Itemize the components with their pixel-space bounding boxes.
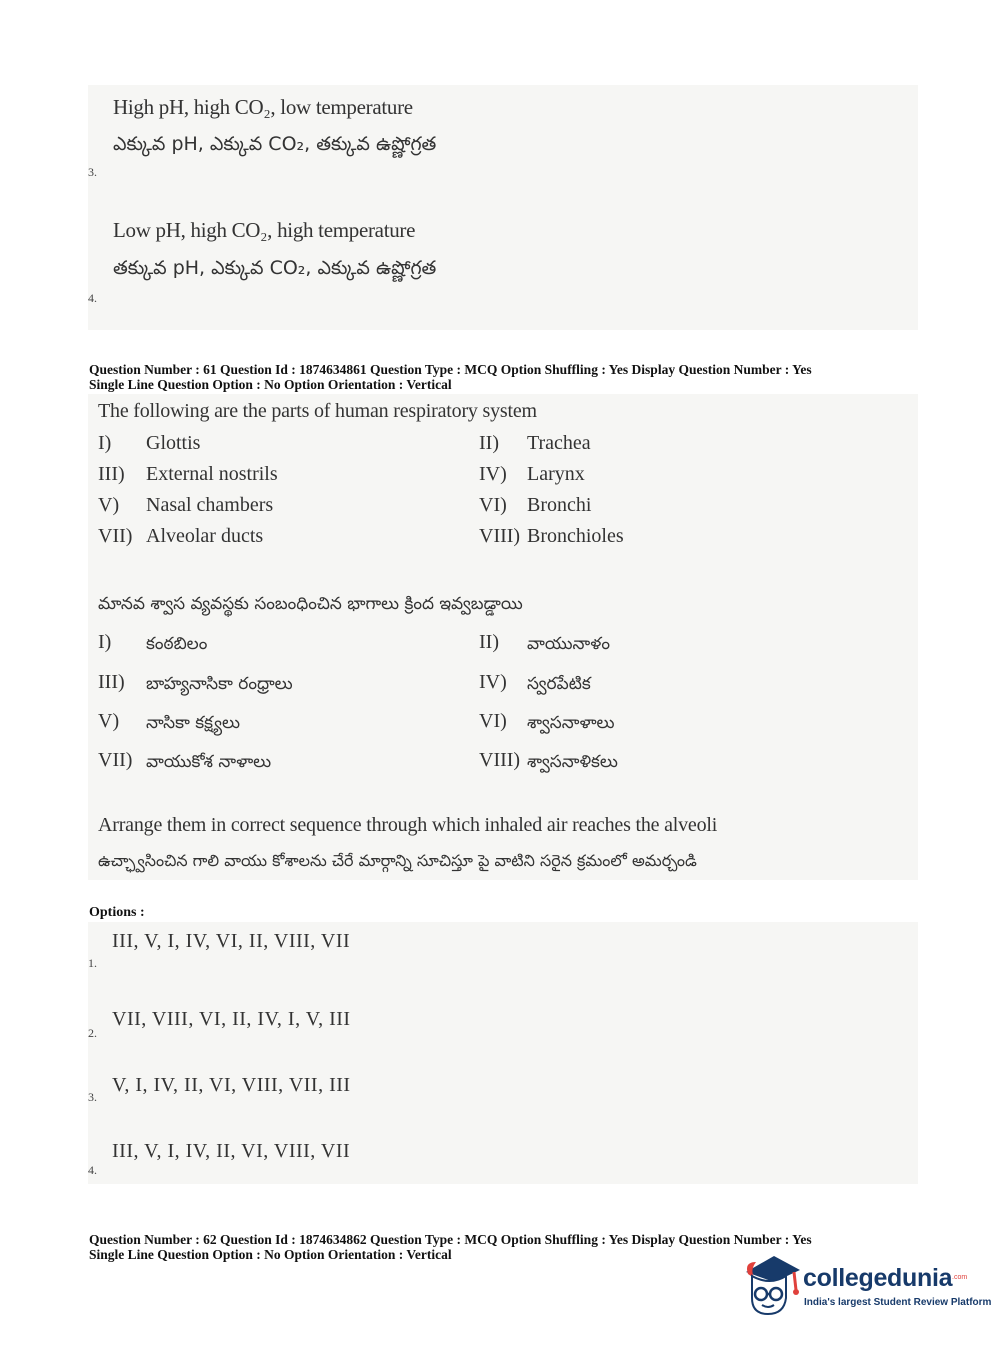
- collegedunia-logo[interactable]: [740, 1250, 992, 1320]
- part-roman: VIII): [479, 525, 521, 547]
- part-name: స్వరపేటిక: [527, 674, 591, 694]
- prev-option-3-number: 3.: [88, 165, 97, 179]
- prev-option-4-telugu: తక్కువ pH, ఎక్కువ CO₂, ఎక్కువ ఉష్ణోగ్రత: [113, 257, 437, 279]
- part-name: Bronchioles: [527, 525, 624, 547]
- q61-meta-line1: Question Number : 61 Question Id : 1874634861 Question Type : MCQ Option Shuffling : Yes Display Question Number : Yes: [89, 362, 812, 377]
- q61-option-3-number: 3.: [88, 1090, 97, 1104]
- part-name: శ్వాసనాళికలు: [527, 752, 618, 772]
- part-name: బాహ్యనాసికా రంధ్రాలు: [146, 674, 293, 694]
- part-name: Larynx: [527, 463, 585, 485]
- part-name: నాసికా కక్ష్యలు: [146, 713, 240, 733]
- part-name: కంఠబిలం: [146, 634, 208, 654]
- q61-instruction-english: Arrange them in correct sequence through which inhaled air reaches the alveoli: [98, 814, 718, 836]
- q61-option-3-text: V, I, IV, II, VI, VIII, VII, III: [112, 1074, 351, 1096]
- part-name: Nasal chambers: [146, 494, 274, 516]
- part-roman: V): [98, 710, 120, 732]
- prev-option-3-telugu: ఎక్కువ pH, ఎక్కువ CO₂, తక్కువ ఉష్ణోగ్రత: [113, 133, 437, 155]
- prev-option-4-english: Low pH, high CO₂, high temperature: [113, 218, 416, 242]
- part-roman: I): [98, 631, 112, 653]
- part-roman: IV): [479, 671, 507, 693]
- q61-option-4-number: 4.: [88, 1163, 97, 1177]
- part-name: Alveolar ducts: [146, 525, 264, 547]
- part-roman: VII): [98, 749, 133, 771]
- part-name: Trachea: [527, 432, 591, 454]
- prev-option-4-number: 4.: [88, 291, 97, 305]
- part-roman: V): [98, 494, 120, 516]
- part-roman: VIII): [479, 749, 521, 771]
- q61-option-4-text: III, V, I, IV, II, VI, VIII, VII: [112, 1140, 351, 1162]
- part-roman: VI): [479, 494, 507, 516]
- q61-option-1-number: 1.: [88, 956, 97, 970]
- q61-stem-telugu: మానవ శ్వాస వ్యవస్థకు సంబంధించిన భాగాలు క్రింద ఇవ్వబడ్డాయి: [98, 594, 523, 614]
- part-name: వాయునాళం: [527, 634, 610, 654]
- q61-question-body: [88, 394, 918, 880]
- part-roman: I): [98, 432, 112, 454]
- options-label: Options :: [89, 905, 145, 920]
- logo-wordmark: collegedunia: [803, 1264, 953, 1292]
- part-roman: III): [98, 463, 125, 485]
- part-name: శ్వాసనాళాలు: [527, 713, 615, 733]
- q61-option-2-text: VII, VIII, VI, II, IV, I, V, III: [112, 1008, 351, 1030]
- q61-instruction-telugu: ఉచ్ఛ్వాసించిన గాలి వాయు కోశాలను చేరే మార్గాన్ని సూచిస్తూ పై వాటిని సరైన క్రమంలో అమర్చండి: [98, 851, 697, 870]
- prev-question-options: [88, 85, 918, 330]
- logo-suffix: .com: [952, 1274, 968, 1281]
- part-name: Glottis: [146, 432, 201, 454]
- part-name: Bronchi: [527, 494, 592, 516]
- q61-option-1-text: III, V, I, IV, VI, II, VIII, VII: [112, 930, 351, 952]
- part-roman: II): [479, 432, 499, 454]
- part-roman: VII): [98, 525, 133, 547]
- student-mascot-icon: [740, 1250, 802, 1320]
- part-roman: III): [98, 671, 125, 693]
- prev-option-3-english: High pH, high CO₂, low temperature: [113, 95, 413, 119]
- q61-option-2-number: 2.: [88, 1026, 97, 1040]
- q61-options: [88, 922, 918, 1184]
- q62-meta-line1: Question Number : 62 Question Id : 1874634862 Question Type : MCQ Option Shuffling : Yes Display Question Number : Yes: [89, 1232, 812, 1247]
- q62-meta-line2: Single Line Question Option : No Option Orientation : Vertical: [89, 1247, 452, 1262]
- part-roman: VI): [479, 710, 507, 732]
- part-name: External nostrils: [146, 463, 278, 485]
- logo-tagline: India's largest Student Review Platform: [804, 1297, 992, 1308]
- part-roman: IV): [479, 463, 507, 485]
- q61-stem-english: The following are the parts of human respiratory system: [98, 400, 537, 422]
- q61-meta-line2: Single Line Question Option : No Option Orientation : Vertical: [89, 377, 452, 392]
- part-name: వాయుకోశ నాళాలు: [146, 752, 272, 772]
- part-roman: II): [479, 631, 499, 653]
